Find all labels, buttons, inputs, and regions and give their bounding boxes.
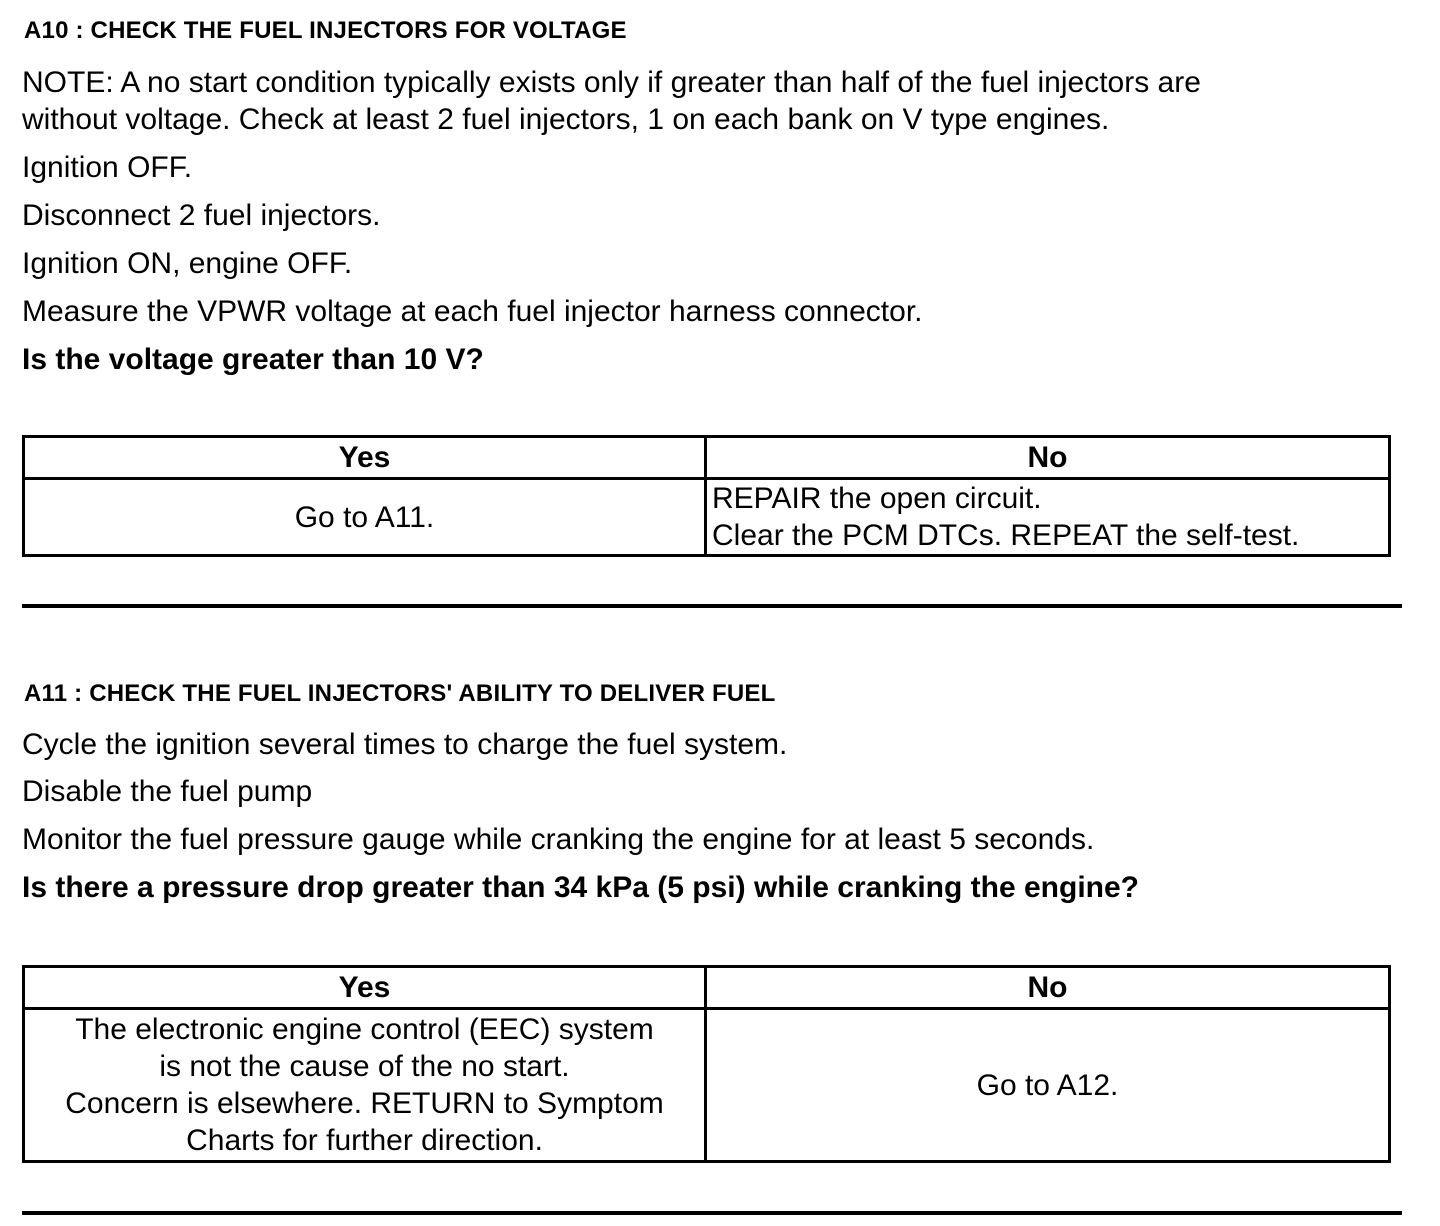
- yes-header: Yes: [24, 967, 706, 1009]
- step-item: Disconnect 2 fuel injectors.: [22, 199, 381, 232]
- step-a11-question: Is there a pressure drop greater than 34 kPa (5 psi) while cranking the engine?: [22, 871, 1140, 904]
- yes-cell-line: The electronic engine control (EEC) system: [75, 1013, 654, 1046]
- table-header-row: [24, 437, 1390, 479]
- no-cell: [706, 1009, 1390, 1162]
- yes-cell-line: Go to A11.: [294, 500, 435, 534]
- no-cell-line: Clear the PCM DTCs. REPEAT the self-test.: [712, 519, 1300, 552]
- a10-result-table: [22, 435, 1391, 557]
- section-divider: [22, 604, 1402, 608]
- table-header-row: [24, 967, 1390, 1009]
- table-row: [24, 479, 1390, 556]
- step-item: Disable the fuel pump: [22, 775, 313, 808]
- yes-cell: [24, 1009, 706, 1162]
- step-a10-question: Is the voltage greater than 10 V?: [22, 343, 484, 376]
- a11-result-table: [22, 965, 1391, 1163]
- step-item: Cycle the ignition several times to charge the fuel system.: [22, 728, 788, 761]
- section-divider: [22, 1211, 1402, 1215]
- yes-header: Yes: [24, 437, 706, 479]
- no-cell: [706, 479, 1390, 556]
- no-cell-line: Go to A12.: [976, 1068, 1119, 1102]
- note-line-2: without voltage. Check at least 2 fuel injectors, 1 on each bank on V type engines.: [22, 103, 1110, 136]
- yes-cell-line: is not the cause of the no start.: [159, 1050, 570, 1083]
- no-cell-line: REPAIR the open circuit.: [712, 482, 1042, 515]
- yes-cell: [24, 479, 706, 556]
- no-header: No: [706, 437, 1390, 479]
- yes-cell-line: Concern is elsewhere. RETURN to Symptom: [65, 1087, 664, 1120]
- step-item: Ignition ON, engine OFF.: [22, 247, 353, 280]
- step-item: Measure the VPWR voltage at each fuel injector harness connector.: [22, 295, 923, 328]
- note-line-1: NOTE: A no start condition typically exists only if greater than half of the fuel injectors are: [22, 66, 1201, 99]
- step-a10-title: A10 : CHECK THE FUEL INJECTORS FOR VOLTAGE: [24, 17, 627, 44]
- no-header: No: [706, 967, 1390, 1009]
- step-a11-title: A11 : CHECK THE FUEL INJECTORS' ABILITY TO DELIVER FUEL: [24, 680, 776, 707]
- step-item: Ignition OFF.: [22, 151, 193, 184]
- table-row: [24, 1009, 1390, 1162]
- yes-cell-line: Charts for further direction.: [186, 1124, 543, 1157]
- step-item: Monitor the fuel pressure gauge while cranking the engine for at least 5 seconds.: [22, 823, 1095, 856]
